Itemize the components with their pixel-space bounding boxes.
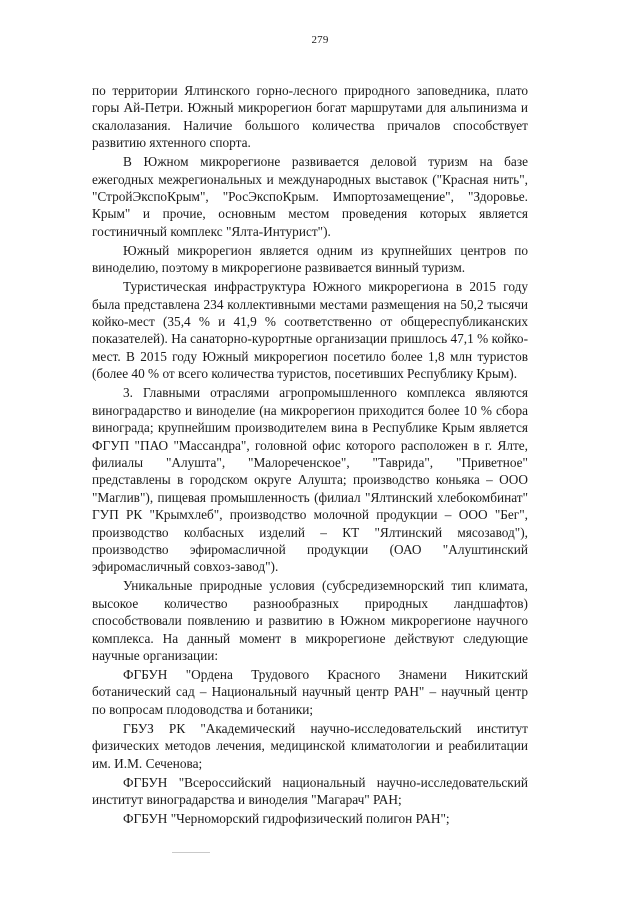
paragraph-magarach-institute: ФГБУН "Всероссийский национальный научно-исследовательский институт виноградарства и виноделия "Магарач" РАН; bbox=[92, 774, 528, 807]
paragraph-science-complex: Уникальные природные условия (субсредиземнорский тип климата, высокое количество разнообразных природных ландшафтов) способствовали появлению и развитию в Южном микрорегионе научного комплекса. На данный момент в микрорегионе действуют следующие научные организации: bbox=[92, 578, 528, 663]
paragraph-hydrophysical-polygon: ФГБУН "Черноморский гидрофизический полигон РАН"; bbox=[123, 811, 450, 826]
document-body bbox=[92, 82, 528, 829]
paragraph-business-tourism: В Южном микрорегионе развивается деловой туризм на базе ежегодных межрегиональных и международных выставок ("Красная нить", "СтройЭкспоКрым", "РосЭкспоКрым. Импортозамещение", "Здоровье. Крым" и прочие, основным местом проведения которых является гостиничный комплекс "Ялта-Интурист"). bbox=[92, 154, 528, 239]
scan-mark bbox=[172, 852, 210, 853]
paragraph-zapovednik: по территории Ялтинского горно-лесного природного заповедника, плато горы Ай-Петри. Южный микрорегион богат маршрутами для альпинизма и скалолазания. Наличие большого количества причалов способствует развитию яхтенного спорта. bbox=[92, 83, 528, 151]
paragraph-wine-tourism: Южный микрорегион является одним из крупнейших центров по виноделию, поэтому в микрорегионе развивается винный туризм. bbox=[92, 242, 528, 276]
page-number: 279 bbox=[311, 34, 329, 46]
paragraph-nikitsky-garden: ФГБУН "Ордена Трудового Красного Знамени Никитский ботанический сад – Национальный научный центр РАН" – научный центр по вопросам плодоводства и ботаники; bbox=[92, 666, 528, 717]
paragraph-sechenov-institute: ГБУЗ РК "Академический научно-исследовательский институт физических методов лечения, медицинской климатологии и реабилитации им. И.М. Сеченова; bbox=[92, 720, 528, 771]
paragraph-tourist-infrastructure: Туристическая инфраструктура Южного микрорегиона в 2015 году была представлена 234 коллективными местами размещения на 50,2 тысячи койко-мест (35,4 % и 41,9 % соответственно от общереспубликанских показателей). На санаторно-курортные организации пришлось 47,1 % койко-мест. В 2015 году Южный микрорегион посетило более 1,8 млн туристов (более 40 % от всего количества туристов, посетивших Республику Крым). bbox=[92, 279, 528, 382]
paragraph-agro-industry: 3. Главными отраслями агропромышленного комплекса являются виноградарство и виноделие (на микрорегион приходится более 10 % сбора винограда; крупнейшим производителем вина в Республике Крым является ФГУП "ПАО "Массандра", головной офис которого расположен в г. Ялте, филиалы "Алушта", "Малореченское", "Таврида", "Приветное" представлены в городском округе Алушта; производство коньяка – ООО "Маглив"), пищевая промышленность (филиал "Ялтинский хлебокомбинат" ГУП РК "Крымхлеб", производство молочной продукции – ООО "Бег", производство колбасных изделий – КТ "Ялтинский мясозавод"), производство эфиромасличной продукции (ОАО "Алуштинский эфиромасличный совхоз-завод"). bbox=[92, 385, 528, 575]
